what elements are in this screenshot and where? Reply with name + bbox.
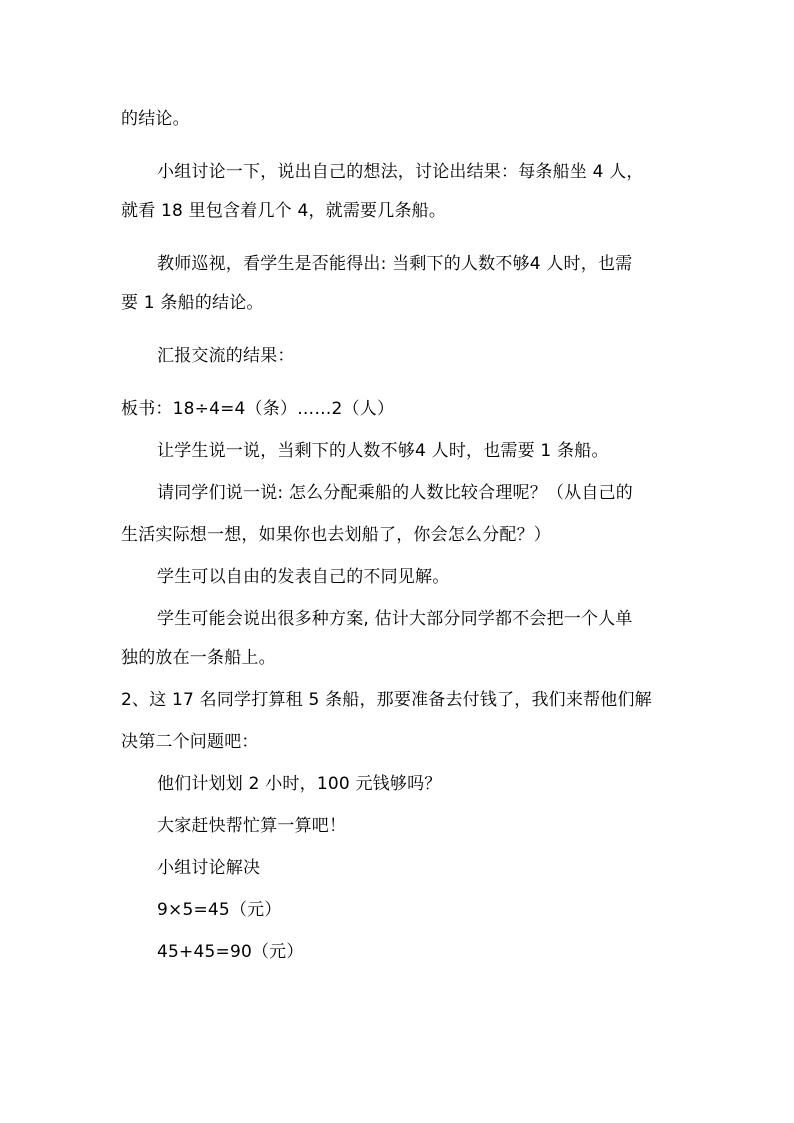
text-line: 9×5=45（元） xyxy=(157,900,282,920)
text-line: 汇报交流的结果： xyxy=(157,346,295,366)
text-line: 他们计划划 2 小时，100 元钱够吗？ xyxy=(157,774,442,794)
text-line: 教师巡视，看学生是否能得出: 当剩下的人数不够4 人时，也需 xyxy=(157,254,633,274)
text-line: 学生可以自由的发表自己的不同见解。 xyxy=(157,567,450,587)
text-line: 让学生说一说，当剩下的人数不够4 人时，也需要 1 条船。 xyxy=(157,441,609,461)
text-line: 大家赶快帮忙算一算吧！ xyxy=(157,816,347,836)
text-line: 请同学们说一说: 怎么分配乘船的人数比较合理呢？（从自己的 xyxy=(157,483,633,503)
text-line: 就看 18 里包含着几个 4，就需要几条船。 xyxy=(121,201,447,221)
text-line: 独的放在一条船上。 xyxy=(121,648,276,668)
text-line: 小组讨论一下，说出自己的想法，讨论出结果：每条船坐 4 人， xyxy=(157,162,644,182)
text-line: 板书：18÷4=4（条）……2（人） xyxy=(121,399,395,419)
text-line: 学生可能会说出很多种方案, 估计大部分同学都不会把一个人单 xyxy=(157,609,633,629)
text-line: 生活实际想一想，如果你也去划船了，你会怎么分配？） xyxy=(121,525,551,545)
text-line: 的结论。 xyxy=(121,109,190,129)
text-line: 45+45=90（元） xyxy=(157,942,304,962)
text-line: 决第二个问题吧： xyxy=(121,732,259,752)
text-line: 小组讨论解决 xyxy=(157,858,261,878)
text-line: 2、这 17 名同学打算租 5 条船，那要准备去付钱了，我们来帮他们解 xyxy=(121,690,652,710)
text-line: 要 1 条船的结论。 xyxy=(121,293,264,313)
